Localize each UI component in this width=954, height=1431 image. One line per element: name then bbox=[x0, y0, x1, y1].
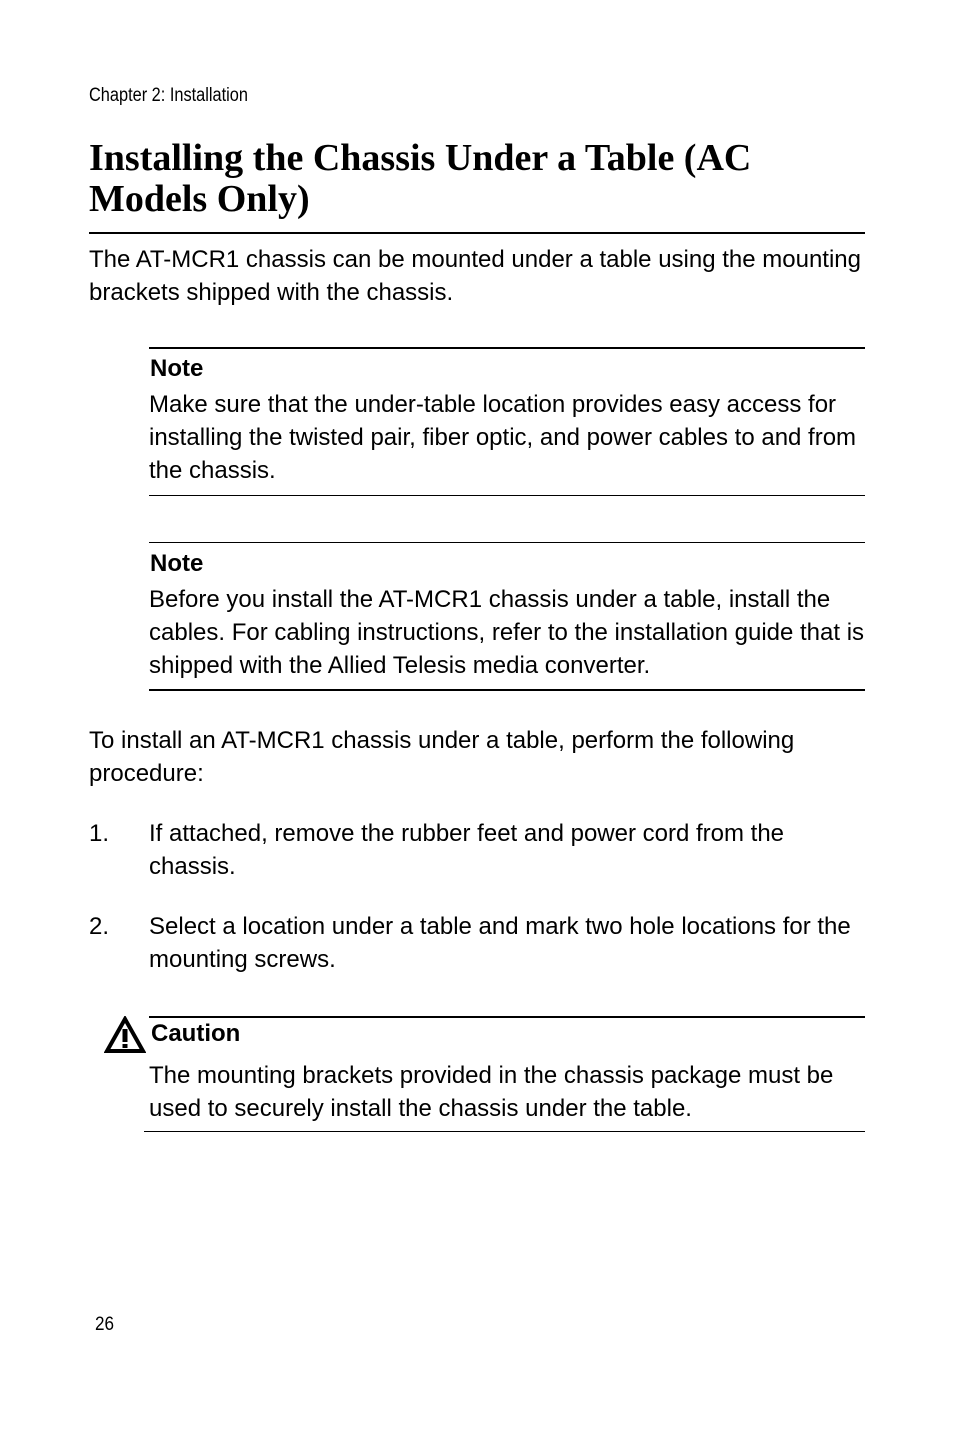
step-number: 2. bbox=[89, 913, 110, 940]
note-box bbox=[149, 542, 865, 692]
note-text: Make sure that the under-table location provides easy access for installing the twisted pair, fiber optic, and power cables to and from the chassis. bbox=[149, 391, 857, 484]
procedure-intro: To install an AT-MCR1 chassis under a table, perform the following procedure: bbox=[89, 727, 795, 787]
note-top-rule bbox=[149, 542, 865, 543]
page-number: 26 bbox=[95, 1314, 115, 1335]
note-box bbox=[149, 347, 865, 497]
note-bottom-rule bbox=[149, 495, 865, 496]
procedure-step bbox=[89, 817, 865, 887]
caution-label: Caution bbox=[151, 1020, 241, 1047]
caution-text: The mounting brackets provided in the chassis package must be used to securely install the chassis under the table. bbox=[149, 1062, 834, 1122]
caution-bottom-rule bbox=[144, 1131, 865, 1132]
note-text: Before you install the AT-MCR1 chassis under a table, install the cables. For cabling instructions, refer to the installation guide that is shipped with the Allied Telesis media converter. bbox=[149, 586, 865, 679]
warning-triangle-icon bbox=[104, 1016, 146, 1054]
caution-top-rule bbox=[149, 1016, 865, 1018]
step-text: Select a location under a table and mark two hole locations for the mounting screws. bbox=[149, 913, 851, 973]
caution-box bbox=[104, 1016, 865, 1134]
page-title: Installing the Chassis Under a Table (AC Models Only) bbox=[89, 137, 752, 220]
note-bottom-rule bbox=[149, 689, 865, 691]
running-header: Chapter 2: Installation bbox=[89, 85, 248, 106]
title-rule bbox=[89, 232, 865, 234]
procedure-step bbox=[89, 910, 865, 980]
step-number: 1. bbox=[89, 820, 110, 847]
note-label: Note bbox=[150, 550, 204, 577]
step-text: If attached, remove the rubber feet and power cord from the chassis. bbox=[149, 820, 785, 880]
note-label: Note bbox=[150, 355, 204, 382]
note-top-rule bbox=[149, 347, 865, 349]
intro-paragraph: The AT-MCR1 chassis can be mounted under a table using the mounting brackets shipped with the chassis. bbox=[89, 246, 861, 306]
